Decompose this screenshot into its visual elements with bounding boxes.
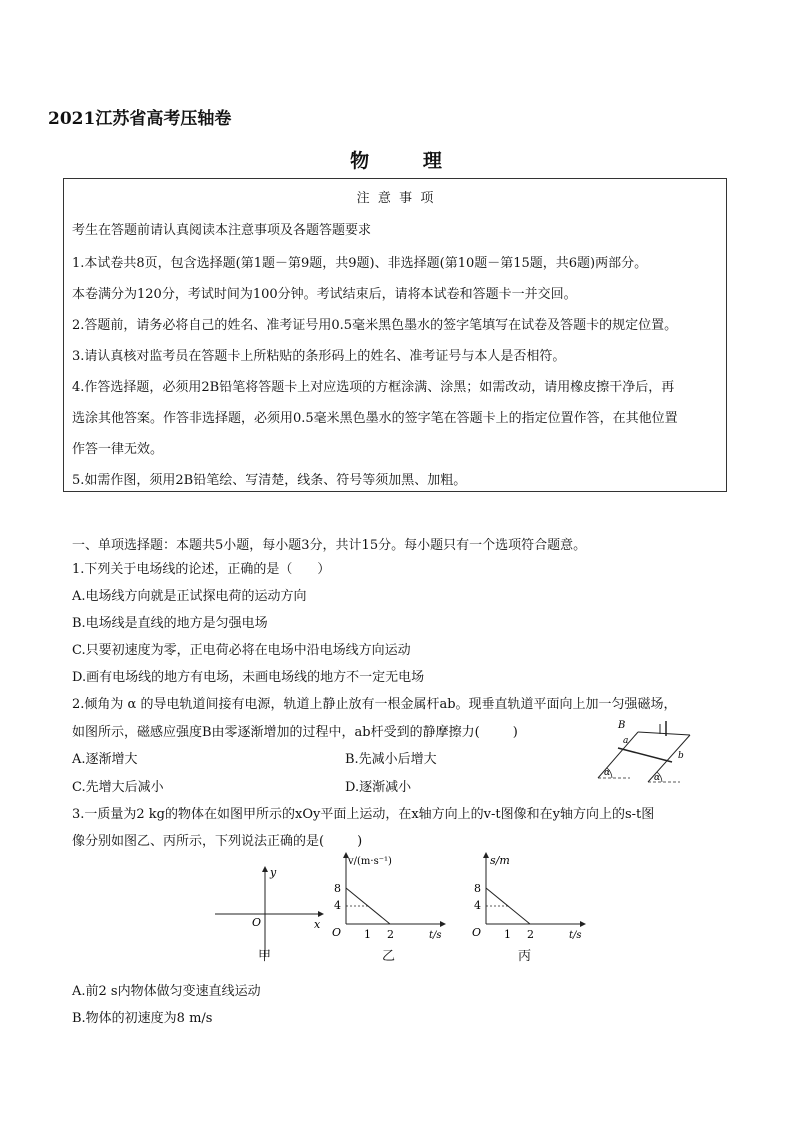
q1-option-d: D.画有电场线的地方有电场，未画电场线的地方不一定无电场 — [72, 670, 425, 685]
q2-rail-figure — [590, 710, 720, 785]
notice-line: 5.如需作图，须用2B铅笔绘、写清楚，线条、符号等须加黑、加粗。 — [72, 473, 467, 488]
notice-line: 作答一律无效。 — [72, 442, 164, 457]
label-alpha: α — [654, 773, 661, 783]
notice-box — [63, 178, 727, 492]
notice-line: 1.本试卷共8页，包含选择题(第1题－第9题，共9题)、非选择题(第10题－第15题，共6题)两部分。 — [72, 256, 648, 271]
origin-label: O — [252, 916, 262, 929]
origin-label: O — [472, 926, 482, 939]
q1-stem: 1.下列关于电场线的论述，正确的是（ ） — [72, 562, 331, 577]
q1-option-a: A.电场线方向就是正试探电荷的运动方向 — [72, 589, 307, 604]
q2-option-a: A.逐渐增大 — [72, 752, 138, 767]
q3-stem: 3.一质量为2 kg的物体在如图甲所示的xOy平面上运动，在x轴方向上的v-t图像和在y轴方向上的s-t图 — [72, 807, 655, 822]
axis-label-t: t/s — [569, 930, 582, 941]
tick-label-4: 4 — [334, 899, 341, 912]
tick-label-8: 8 — [474, 882, 481, 895]
notice-title: 注 意 事 项 — [356, 191, 434, 206]
caption-jia: 甲 — [258, 949, 272, 964]
axis-label-x: x — [314, 918, 321, 931]
tick-label-2: 2 — [527, 928, 534, 941]
notice-line: 本卷满分为120分，考试时间为100分钟。考试结束后，请将本试卷和答题卡一并交回。 — [72, 287, 577, 302]
label-B: B — [618, 720, 626, 731]
label-alpha: α — [604, 768, 611, 778]
origin-label: O — [332, 926, 342, 939]
tick-label-4: 4 — [474, 899, 481, 912]
q3-stem: 像分别如图乙、丙所示，下列说法正确的是( ) — [72, 834, 363, 849]
q1-option-c: C.只要初速度为零，正电荷必将在电场中沿电场线方向运动 — [72, 643, 411, 658]
tick-label-1: 1 — [504, 928, 511, 941]
q2-stem: 2.倾角为 α 的导电轨道间接有电源，轨道上静止放有一根金属杆ab。现垂直轨道平面向上加一匀强磁场， — [72, 697, 677, 712]
tick-label-2: 2 — [387, 928, 394, 941]
axis-label-v: v/(m·s⁻¹) — [348, 856, 392, 867]
caption-bing: 丙 — [518, 949, 532, 964]
notice-line: 考生在答题前请认真阅读本注意事项及各题答题要求 — [72, 223, 372, 238]
q2-option-b: B.先减小后增大 — [345, 752, 437, 767]
q3-fig-bing — [468, 852, 598, 944]
q3-option-b: B.物体的初速度为8 m/s — [72, 1011, 213, 1026]
tick-label-8: 8 — [334, 882, 341, 895]
q2-option-d: D.逐渐减小 — [345, 780, 412, 795]
exam-title: 2021江苏省高考压轴卷 — [48, 109, 232, 129]
notice-line: 3.请认真核对监考员在答题卡上所粘贴的条形码上的姓名、准考证号与本人是否相符。 — [72, 349, 566, 364]
notice-line: 选涂其他答案。作答非选择题，必须用0.5毫米黑色墨水的签字笔在答题卡上的指定位置作答，在其他位置 — [72, 411, 678, 426]
label-a: a — [623, 736, 629, 746]
notice-line: 2.答题前，请务必将自己的姓名、准考证号用0.5毫米黑色墨水的签字笔填写在试卷及答题卡的规定位置。 — [72, 318, 678, 333]
axis-label-y: y — [270, 866, 277, 879]
section-heading: 一、单项选择题：本题共5小题，每小题3分，共计15分。每小题只有一个选项符合题意。 — [72, 538, 587, 553]
q3-fig-yi — [328, 852, 458, 944]
notice-line: 4.作答选择题，必须用2B铅笔将答题卡上对应选项的方框涂满、涂黑；如需改动，请用橡皮擦干净后，再 — [72, 380, 675, 395]
axis-label-s: s/m — [490, 854, 510, 867]
caption-yi: 乙 — [382, 949, 396, 964]
q2-option-c: C.先增大后减小 — [72, 780, 164, 795]
axis-label-t: t/s — [429, 930, 442, 941]
q1-option-b: B.电场线是直线的地方是匀强电场 — [72, 616, 268, 631]
q3-option-a: A.前2 s内物体做匀变速直线运动 — [72, 984, 261, 999]
tick-label-1: 1 — [364, 928, 371, 941]
label-b: b — [678, 751, 684, 761]
q2-stem: 如图所示，磁感应强度B由零逐渐增加的过程中，ab杆受到的静摩擦力( ) — [72, 725, 518, 740]
subject-title: 物 理 — [350, 150, 444, 172]
